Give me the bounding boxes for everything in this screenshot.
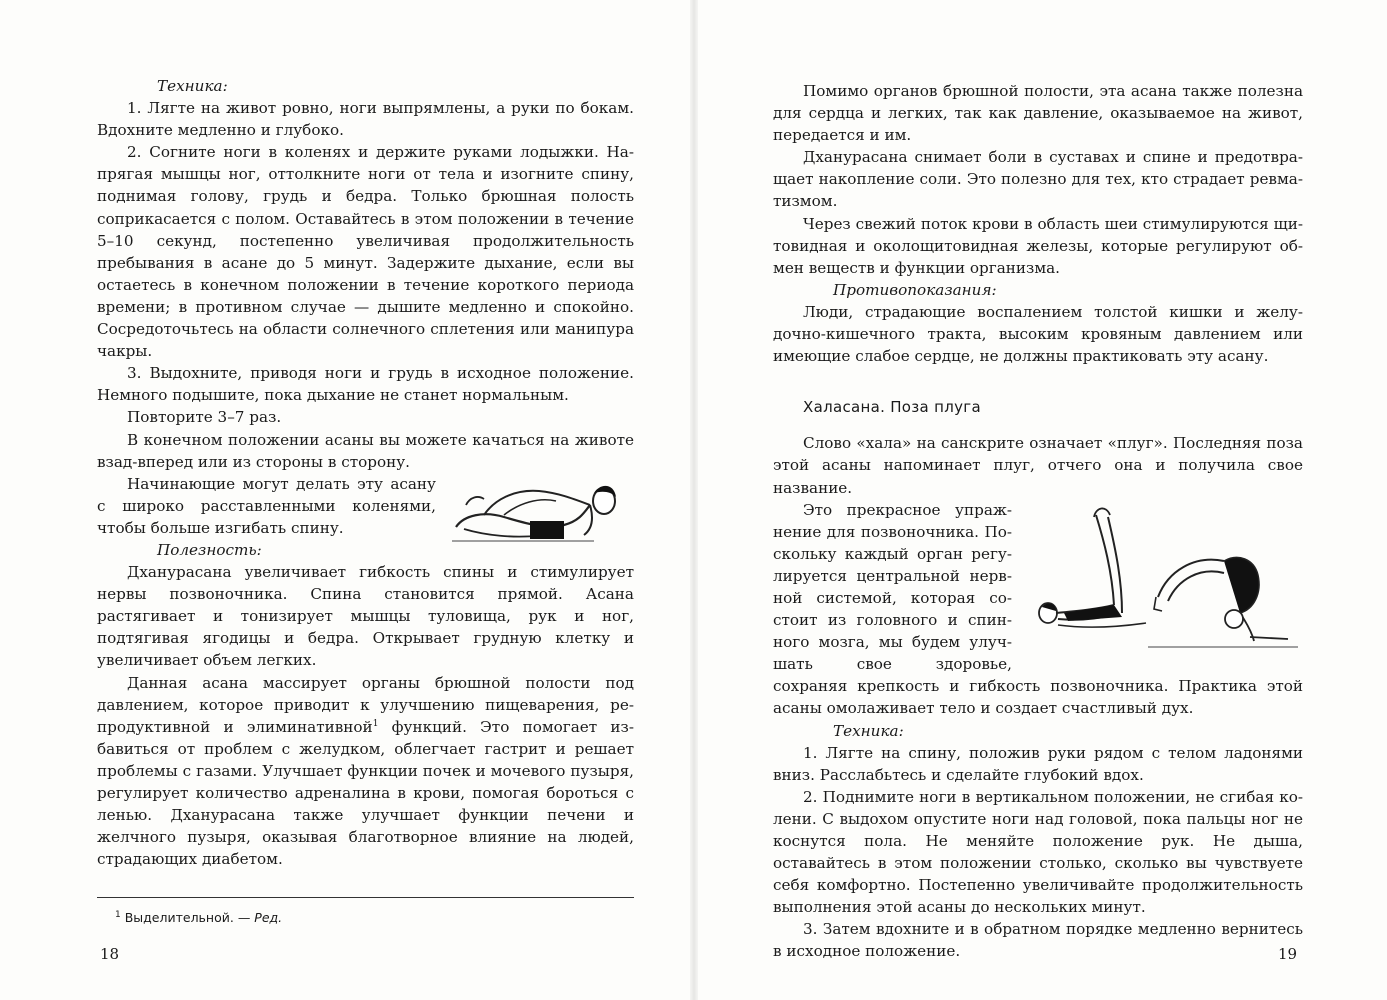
paragraph: Люди, страдающие воспалением толстой кишки и желудочно-кишечного тракта, высоким кровяным давлением или имеющие слабое сердце, не должны практиковать эту асану. — [773, 302, 1303, 366]
paragraph: 1. Лягте на спину, положив руки рядом с телом ладонями вниз. Расслабьтесь и сделайте глубокий вдох. — [773, 743, 1303, 784]
section-heading: Халасана. Поза плуга — [803, 398, 981, 417]
footnote — [115, 910, 282, 925]
footnote-number: 1 — [115, 909, 121, 920]
paragraph: 2. Согните ноги в коленях и держите руками лодыжки. Напрягая мышцы ног, оттолкните ноги от тела и изогните спину, поднимая голову, грудь и бедра. Только брюшная полость соприкасается с полом. Оставайтесь в этом положении в течение 5–10 секунд, постепенно увеличивая продолжительность пребывания в асане до 5 минут. Задержите дыхание, если вы остаетесь в конечном положении в течение короткого периода времени; в противном случае — дышите медленно и спокойно. Сосредоточьтесь на области солнечного сплетения или манипура чакры. — [97, 143, 634, 361]
plow-pose-illustration — [1018, 501, 1303, 655]
paragraph: 3. Выдохните, приводя ноги и грудь в исходное положение. Немного подышите, пока дыхание не станет нормальным. — [97, 364, 634, 405]
paragraph: Помимо органов брюшной полости, эта асана также полезна для сердца и легких, так как давление, оказываемое на живот, передается и им. — [773, 82, 1303, 145]
right-page-text — [773, 80, 1303, 963]
paragraph: Дханурасана снимает боли в суставах и спине и предотвращает накопление соли. Это полезно для тех, кто страдает ревматизмом. — [773, 148, 1303, 211]
footnote-editor: Ред. — [254, 910, 283, 925]
paragraph: 1. Лягте на живот ровно, ноги выпрямлены, а руки по бокам. Вдохните медленно и глубоко. — [97, 99, 634, 140]
footnote-marker: 1 — [372, 718, 379, 729]
paragraph: В конечном положении асаны вы можете качаться на животе взад-вперед или из стороны в сторону. — [97, 430, 634, 471]
paragraph: 2. Поднимите ноги в вертикальном положении, не сгибая колени. С выдохом опустите ноги над головой, пока пальцы ног не коснутся пола. Не меняйте положение рук. Не дыша, оставайтесь в этом положении столько, сколько вы чувствуете себя комфортно. Постепенно увеличивайте продолжительность выполнения этой асаны до нескольких минут. — [773, 787, 1303, 917]
subheading-benefits: Полезность: — [157, 540, 262, 559]
bow-pose-illustration — [444, 475, 634, 545]
paragraph: Слово «хала» на санскрите означает «плуг». Последняя поза этой асаны напоминает плуг, отчего она и получила свое название. — [773, 434, 1303, 497]
paragraph — [97, 672, 634, 871]
paragraph-part: Данная асана массирует органы брюшной полости под давлением, которое приводит к улучшению пищеварения, репродуктивной и элиминативной — [97, 673, 634, 736]
paragraph: Это прекрасное упражнение для позвоночника. Поскольку каждый орган регулируется центральной нервной системой, которая состоит из головного и спинного мозга, мы будем улучшать свое здоровье, сохраняя крепкость и гибкость позвоночника. Практика этой асаны омолаживает тело и создает счастливый дух. — [773, 500, 1303, 718]
left-page — [0, 0, 693, 1000]
paragraph: Через свежий поток крови в область шеи стимулируются щитовидная и околощитовидная железы, которые регулируют обмен веществ и функции организма. — [773, 214, 1303, 277]
subheading-technique: Техника: — [157, 77, 228, 95]
left-page-text — [97, 75, 634, 870]
paragraph-part: функций. Это помогает избавиться от проблем с желудком, облегчает гастрит и решает проблемы с газами. Улучшает функции почек и мочевого пузыря, регулирует количество адреналина в крови, помогая бороться с ленью. Дханурасана также улучшает функции печени и желчного пузыря, оказывая благотворное влияние на людей, страдающих диабетом. — [97, 717, 634, 869]
page-number-right: 19 — [1278, 945, 1298, 963]
subheading-contraindications: Противопоказания: — [833, 280, 997, 299]
footnote-divider — [97, 897, 634, 898]
right-page — [693, 0, 1387, 1000]
paragraph: Повторите 3–7 раз. — [127, 408, 282, 427]
paragraph: Дханурасана увеличивает гибкость спины и стимулирует нервы позвоночника. Спина становится прямой. Асана растягивает и тонизирует мышцы туловища, рук и ног, подтягивая ягодицы и бедра. Открывает грудную клетку и увеличивает объем легких. — [97, 563, 634, 670]
paragraph: 3. Затем вдохните и в обратном порядке медленно вернитесь в исходное положение. — [773, 920, 1303, 961]
footnote-text: Выделительной. — — [120, 910, 255, 925]
subheading-technique: Техника: — [833, 721, 904, 740]
paragraph: Начинающие могут делать эту асану с широко расставленными коленями, чтобы больше изгибать спину. — [97, 474, 436, 537]
page-number-left: 18 — [100, 945, 120, 963]
